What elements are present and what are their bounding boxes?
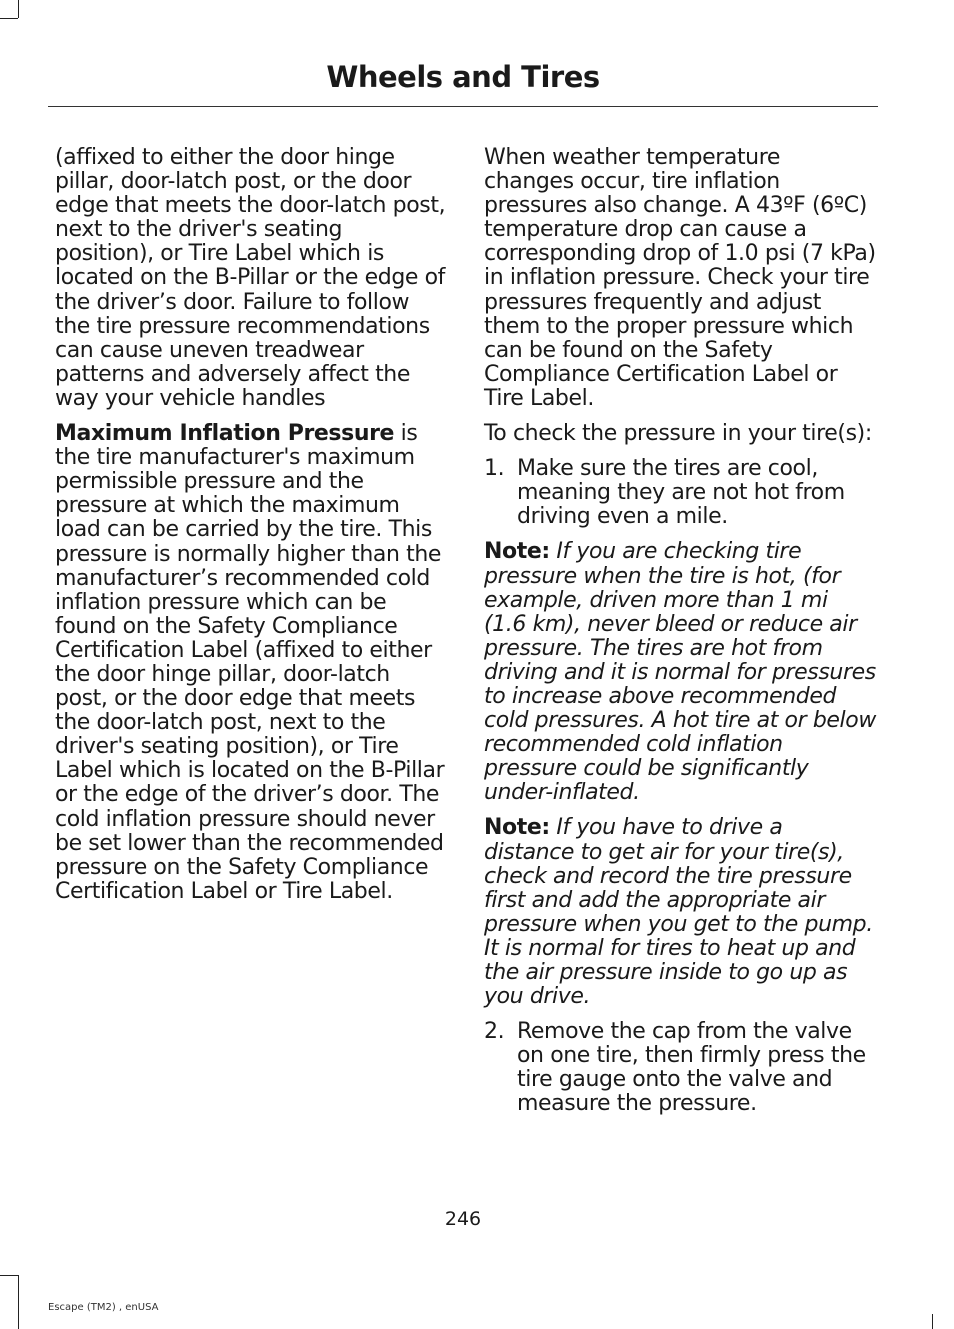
- max-pressure-term: Maximum Inflation Pressure: [55, 421, 395, 447]
- step-text: Make sure the tires are cool, meaning they are not hot from driving even a mile.: [517, 456, 845, 530]
- step-number: 2.: [484, 1019, 505, 1045]
- page-number: 246: [444, 1208, 482, 1230]
- note-text: If you have to drive a distance to get air for your tire(s), check and record the tire pressure first and add the appropriate air pressure when you get to the pump. It is normal for tires to heat up and the air pressure inside to go up as you drive.: [484, 815, 873, 1010]
- crop-mark: [0, 18, 18, 19]
- intro-paragraph: (affixed to either the door hinge pillar, door-latch post, or the door edge that meets the door-latch post, next to the driver's seating position), or Tire Label which is located on the B-Pillar or the edge of the driver’s door. Failure to follow the tire pressure recommendations can cause uneven treadwear patterns and adversely affect the way your vehicle handles: [55, 145, 446, 411]
- crop-mark: [0, 1275, 18, 1276]
- note-1: [484, 540, 876, 805]
- step-2: [484, 1020, 876, 1116]
- step-text: Remove the cap from the valve on one tire, then firmly press the tire gauge onto the valve and measure the pressure.: [517, 1019, 866, 1117]
- max-pressure-body: is the tire manufacturer's maximum permissible pressure and the pressure at which the maximum load can be carried by the tire. This pressure is normally higher than the manufacturer’s recommended cold inflation pressure which can be found on the Safety Compliance Certification Label (affixed to either the door hinge pillar, door-latch post, or the door edge that meets the door-latch post, next to the driver's seating position), or Tire Label which is located on the B-Pillar or the edge of the driver’s door. The cold inflation pressure should never be set lower than the recommended pressure on the Safety Compliance Certification Label or Tire Label.: [55, 421, 445, 904]
- page-title: Wheels and Tires: [326, 60, 600, 94]
- step-1: [484, 457, 876, 529]
- header-divider: [48, 106, 878, 107]
- note-label: Note:: [484, 539, 550, 565]
- edition-label: Escape (TM2) , enUSA: [48, 1302, 159, 1313]
- crop-mark: [18, 1275, 19, 1329]
- check-intro: To check the pressure in your tire(s):: [484, 421, 872, 447]
- crop-mark: [18, 0, 19, 18]
- note-text: If you are checking tire pressure when the tire is hot, (for example, driven more than 1 mi (1.6 km), never bleed or reduce air pressure. The tires are hot from driving and it is normal for pressures to increase above recommended cold pressures. A hot tire at or below recommended cold inflation pressure could be significantly under-inflated.: [484, 539, 876, 806]
- max-pressure-paragraph: [55, 422, 447, 904]
- left-column: [55, 146, 447, 915]
- right-column: [484, 146, 876, 1128]
- note-label: Note:: [484, 815, 550, 841]
- weather-paragraph: When weather temperature changes occur, tire inflation pressures also change. A 43ºF (6ºC) temperature drop can cause a corresponding drop of 1.0 psi (7 kPa) in inflation pressure. Check your tire pressures frequently and adjust them to the proper pressure which can be found on the Safety Compliance Certification Label or Tire Label.: [484, 145, 876, 411]
- crop-mark: [932, 1314, 933, 1329]
- note-2: [484, 816, 876, 1009]
- step-number: 1.: [484, 456, 505, 482]
